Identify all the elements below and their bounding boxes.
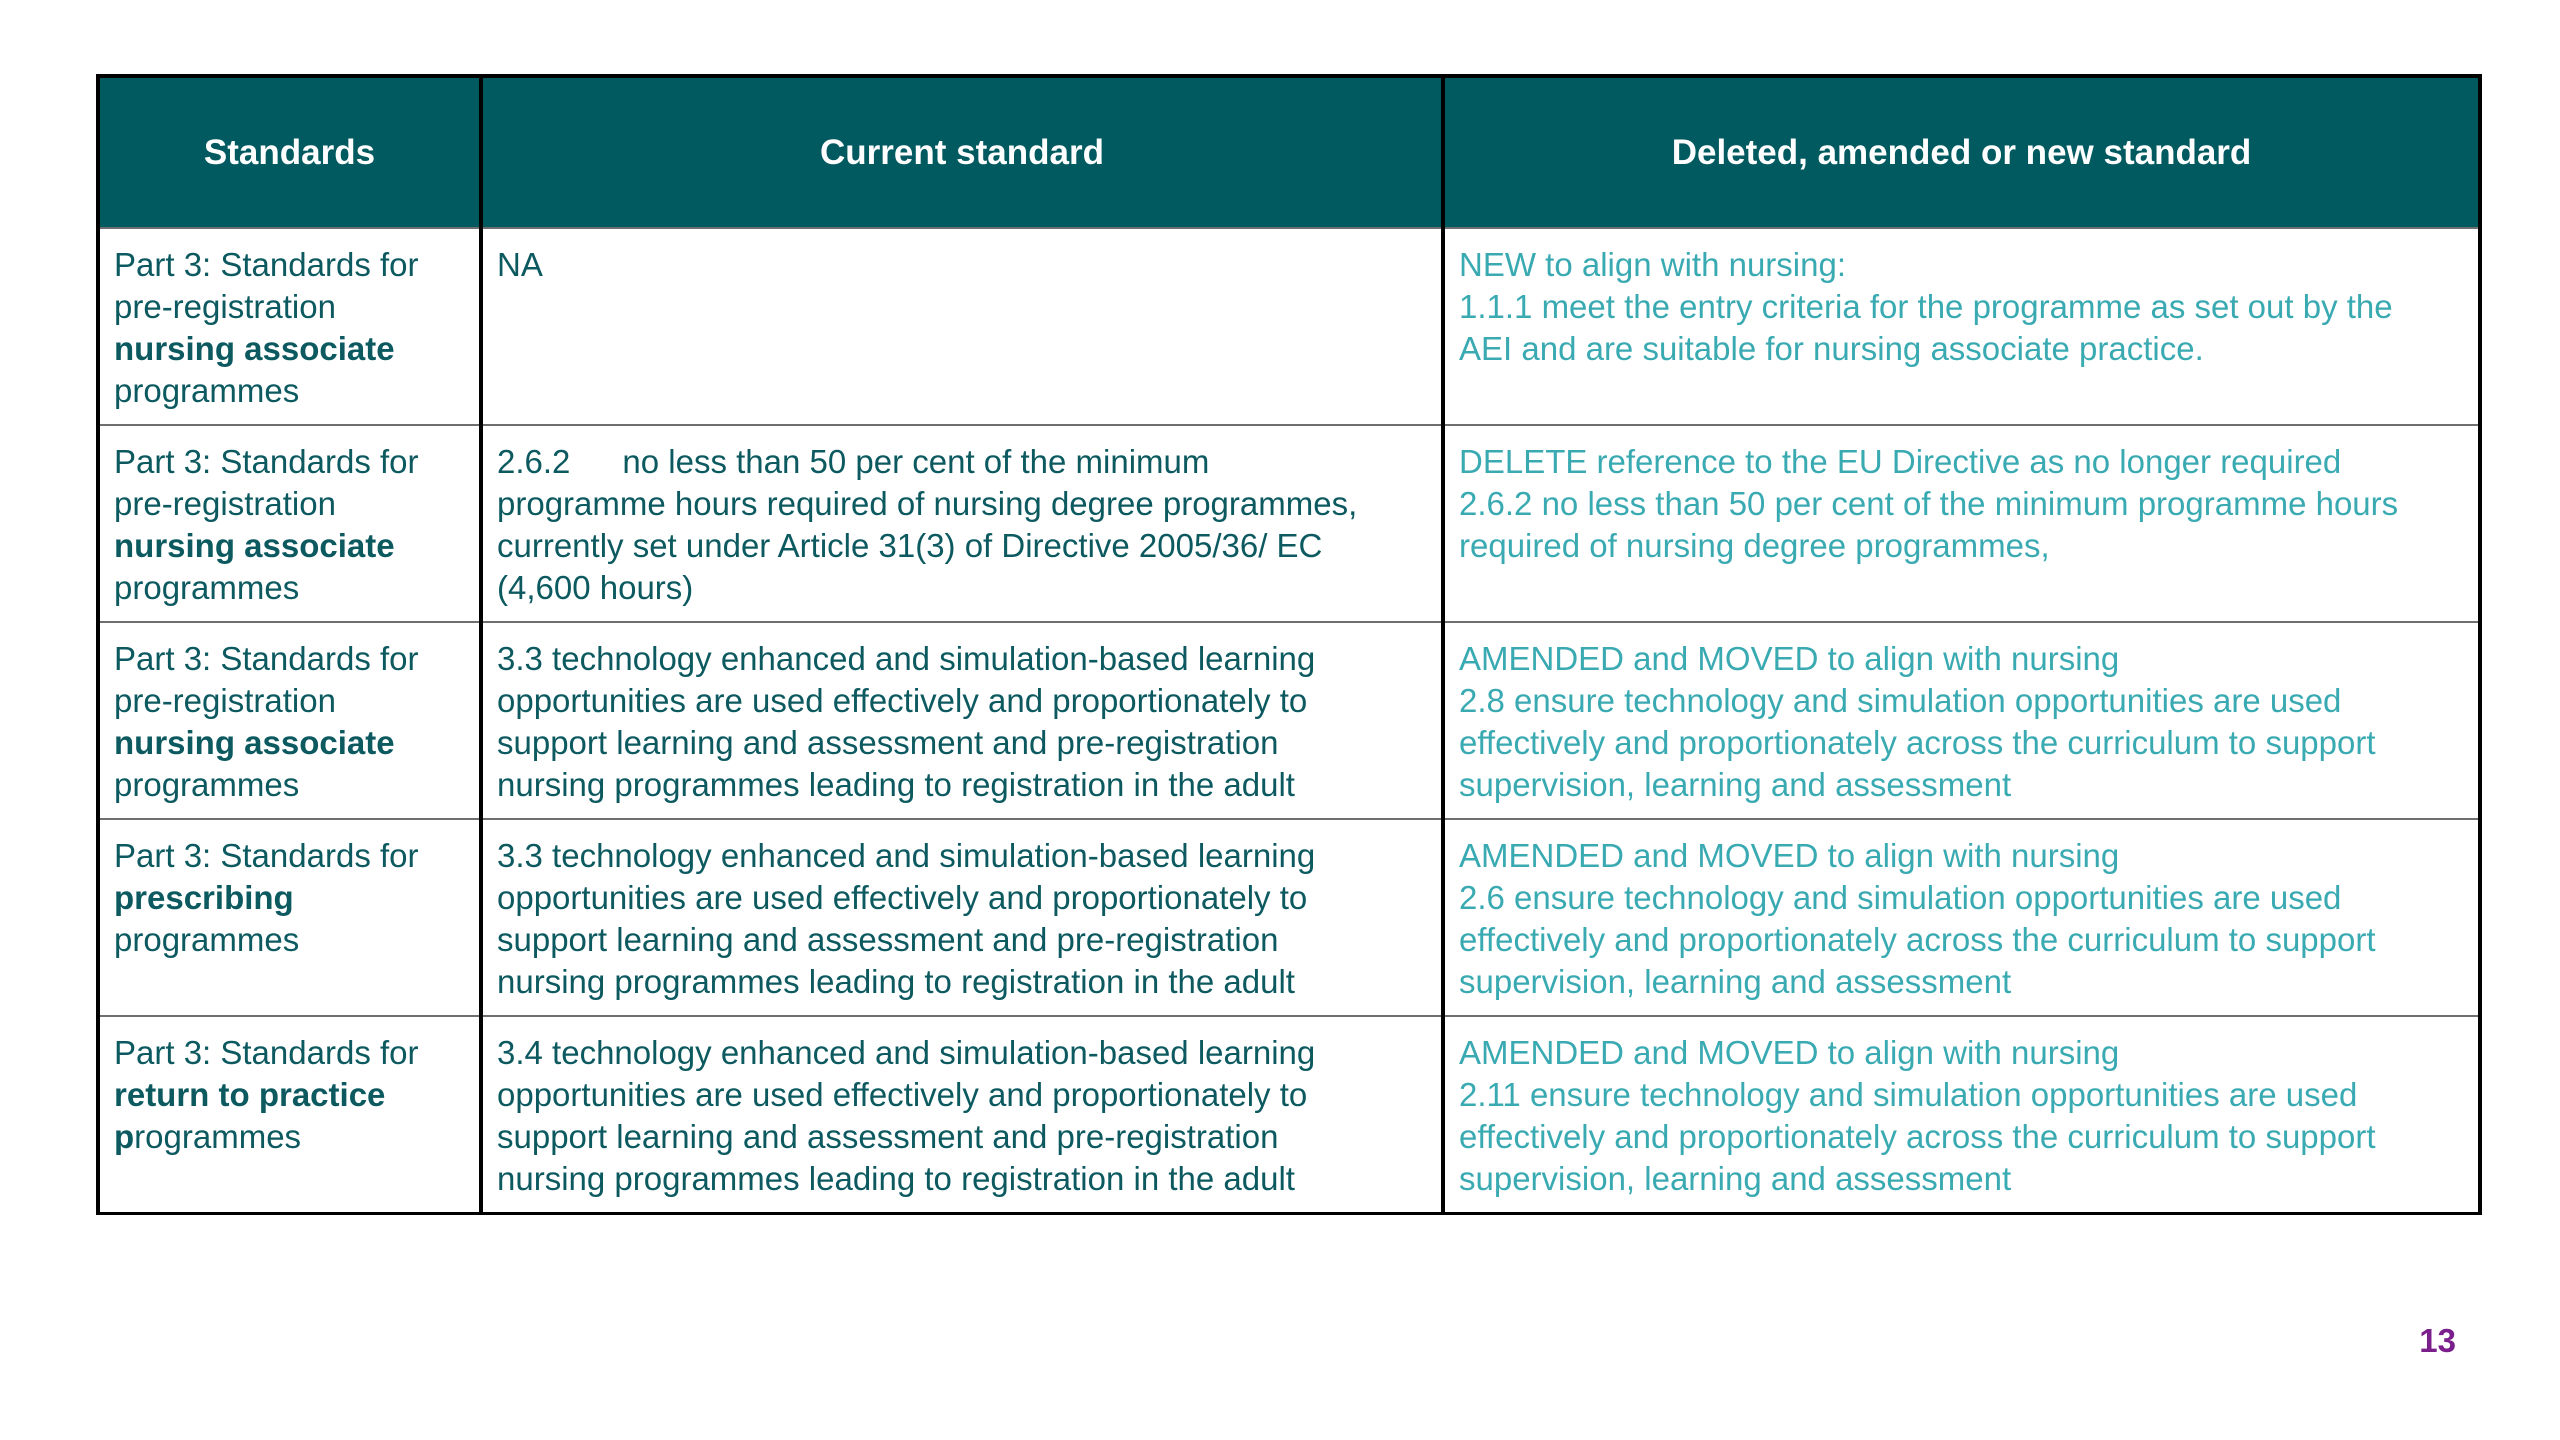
current-line: 3.3 technology enhanced and simulation-based learning <box>497 640 1316 677</box>
new-standard-cell <box>1443 622 2480 819</box>
standards-prefix-line1: Part 3: Standards for <box>114 443 419 480</box>
current-line: 3.3 technology enhanced and simulation-based learning <box>497 837 1316 874</box>
new-standard-cell <box>1443 228 2480 425</box>
new-line: 2.11 ensure technology and simulation opportunities are used <box>1459 1076 2358 1113</box>
standards-prefix-line1: Part 3: Standards for <box>114 640 419 677</box>
page-number: 13 <box>2419 1322 2456 1359</box>
current-text: no less than 50 per cent of the minimum <box>622 443 1210 480</box>
new-line: 1.1.1 meet the entry criteria for the programme as set out by the <box>1459 288 2393 325</box>
current-line <box>497 441 1427 483</box>
new-line: 2.6 ensure technology and simulation opportunities are used <box>1459 879 2342 916</box>
standards-cell <box>98 819 481 1016</box>
standards-cell <box>98 1016 481 1213</box>
standards-prefix-line2: pre-registration <box>114 682 336 719</box>
new-line: AMENDED and MOVED to align with nursing <box>1459 640 2120 677</box>
standards-suffix: programmes <box>114 569 300 606</box>
current-line: nursing programmes leading to registration in the adult <box>497 1160 1295 1197</box>
current-line: currently set under Article 31(3) of Directive 2005/36/ EC <box>497 527 1323 564</box>
current-line: nursing programmes leading to registration in the adult <box>497 766 1295 803</box>
standards-suffix: rogrammes <box>134 1118 302 1155</box>
current-standard-cell <box>481 1016 1443 1213</box>
current-line: programme hours required of nursing degree programmes, <box>497 485 1358 522</box>
header-new-standard: Deleted, amended or new standard <box>1443 76 2480 228</box>
new-line: AMENDED and MOVED to align with nursing <box>1459 1034 2120 1071</box>
new-line: AEI and are suitable for nursing associate practice. <box>1459 330 2204 367</box>
current-line: opportunities are used effectively and proportionately to <box>497 1076 1308 1113</box>
new-line: 2.8 ensure technology and simulation opportunities are used <box>1459 682 2342 719</box>
standards-suffix: programmes <box>114 921 300 958</box>
current-standard-cell <box>481 228 1443 425</box>
standards-prefix: Part 3: Standards for <box>114 1034 419 1071</box>
new-line: NEW to align with nursing: <box>1459 246 1846 283</box>
standards-bold: nursing associate <box>114 724 395 761</box>
standards-cell <box>98 228 481 425</box>
current-line: NA <box>497 246 543 283</box>
current-line: (4,600 hours) <box>497 569 694 606</box>
new-line: supervision, learning and assessment <box>1459 1160 2012 1197</box>
current-line: nursing programmes leading to registration in the adult <box>497 963 1295 1000</box>
standards-suffix-bold-p: p <box>114 1118 135 1155</box>
new-standard-cell <box>1443 819 2480 1016</box>
new-standard-cell <box>1443 1016 2480 1213</box>
table-row <box>98 622 2480 819</box>
new-line: effectively and proportionately across the curriculum to support <box>1459 1118 2376 1155</box>
current-number: 2.6.2 <box>497 443 571 480</box>
standards-prefix-line2: pre-registration <box>114 288 336 325</box>
standards-suffix: programmes <box>114 766 300 803</box>
standards-bold: nursing associate <box>114 527 395 564</box>
standards-prefix-line1: Part 3: Standards for <box>114 246 419 283</box>
table-row <box>98 425 2480 622</box>
current-line: 3.4 technology enhanced and simulation-based learning <box>497 1034 1316 1071</box>
standards-table <box>96 74 2482 1215</box>
standards-suffix-line <box>114 1116 465 1158</box>
new-line: supervision, learning and assessment <box>1459 766 2012 803</box>
standards-prefix: Part 3: Standards for <box>114 837 419 874</box>
table-row <box>98 228 2480 425</box>
new-line: supervision, learning and assessment <box>1459 963 2012 1000</box>
standards-bold: nursing associate <box>114 330 395 367</box>
standards-prefix-line2: pre-registration <box>114 485 336 522</box>
new-line: AMENDED and MOVED to align with nursing <box>1459 837 2120 874</box>
standards-bold: return to practice <box>114 1076 386 1113</box>
current-standard-cell <box>481 622 1443 819</box>
new-standard-cell <box>1443 425 2480 622</box>
header-standards: Standards <box>98 76 481 228</box>
header-current-standard: Current standard <box>481 76 1443 228</box>
current-line: opportunities are used effectively and proportionately to <box>497 682 1308 719</box>
new-line: DELETE reference to the EU Directive as no longer required <box>1459 443 2342 480</box>
current-line: support learning and assessment and pre-registration <box>497 921 1279 958</box>
current-standard-cell <box>481 425 1443 622</box>
standards-cell <box>98 425 481 622</box>
standards-bold: prescribing <box>114 879 294 916</box>
current-line: opportunities are used effectively and proportionately to <box>497 879 1308 916</box>
current-line: support learning and assessment and pre-registration <box>497 724 1279 761</box>
table-row <box>98 1016 2480 1213</box>
table-header-row <box>98 76 2480 228</box>
standards-suffix: programmes <box>114 372 300 409</box>
new-line: required of nursing degree programmes, <box>1459 527 2050 564</box>
new-line: effectively and proportionately across the curriculum to support <box>1459 724 2376 761</box>
standards-cell <box>98 622 481 819</box>
current-standard-cell <box>481 819 1443 1016</box>
table-row <box>98 819 2480 1016</box>
current-line: support learning and assessment and pre-registration <box>497 1118 1279 1155</box>
new-line: 2.6.2 no less than 50 per cent of the minimum programme hours <box>1459 485 2399 522</box>
new-line: effectively and proportionately across the curriculum to support <box>1459 921 2376 958</box>
